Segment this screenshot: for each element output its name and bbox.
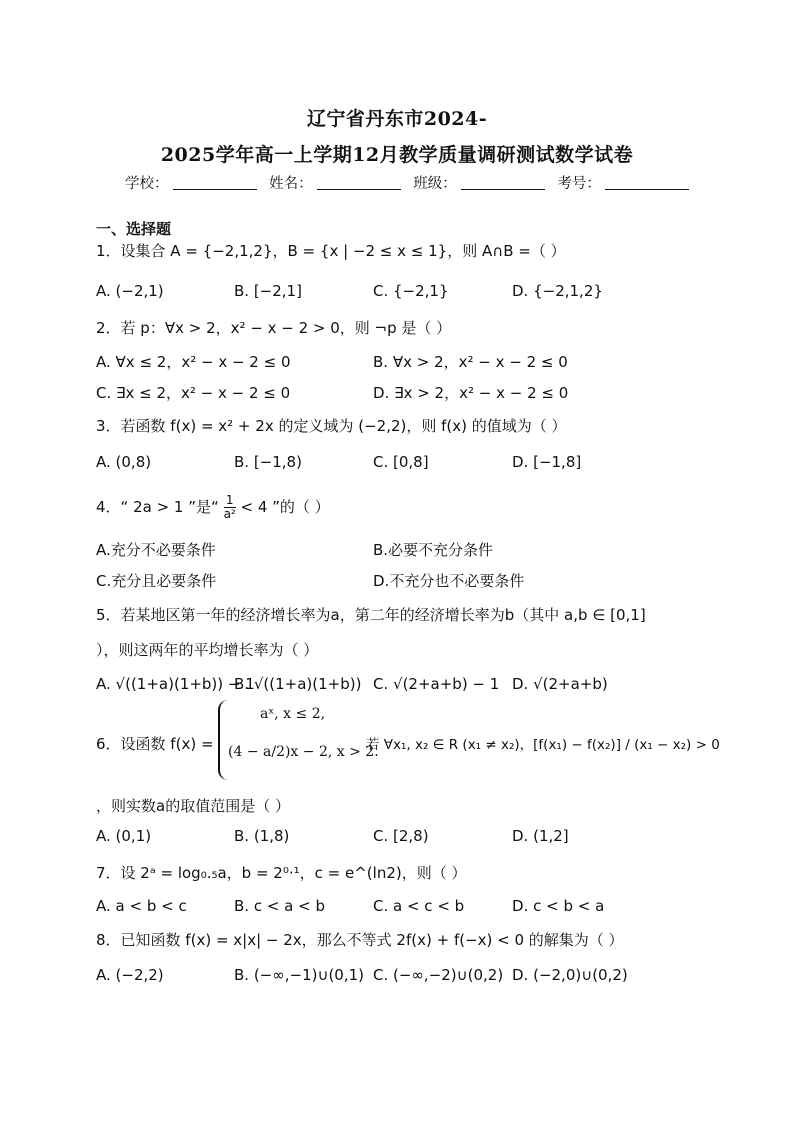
q5-option-d[interactable]: D. √(2+a+b): [512, 675, 608, 693]
q4-option-d[interactable]: D.不充分也不必要条件: [373, 572, 525, 590]
q2-option-a[interactable]: A. ∀x ≤ 2，x² − x − 2 ≤ 0: [96, 353, 291, 371]
q8-option-a[interactable]: A. (−2,2): [96, 966, 164, 984]
q2-option-c[interactable]: C. ∃x ≤ 2，x² − x − 2 ≤ 0: [96, 384, 291, 402]
student-info-row: [125, 172, 697, 193]
school-blank[interactable]: [173, 175, 257, 190]
school-label: 学校：: [125, 176, 169, 192]
class-blank[interactable]: [461, 175, 545, 190]
q7-option-b[interactable]: B. c < a < b: [234, 897, 325, 915]
q4-frac-num: 1: [224, 494, 236, 508]
exam-title-line2: 2025学年高一上学期12月教学质量调研测试数学试卷: [160, 144, 634, 166]
piecewise-case-2: (4 − a/2)x − 2, x > 2.: [228, 744, 379, 760]
id-blank[interactable]: [605, 175, 689, 190]
q6-option-a[interactable]: A. (0,1): [96, 827, 152, 845]
question-1-stem: 1．设集合 A = {−2,1,2}，B = {x | −2 ≤ x ≤ 1}，则 A∩B =（ ）: [96, 242, 566, 260]
q6-option-b[interactable]: B. (1,8): [234, 827, 290, 845]
q3-option-b[interactable]: B. [−1,8): [234, 453, 302, 471]
q2-option-d[interactable]: D. ∃x > 2，x² − x − 2 ≤ 0: [373, 384, 569, 402]
name-label: 姓名：: [269, 176, 313, 192]
q4-stem-suffix: < 4 ”的（ ）: [240, 498, 330, 516]
q5-option-a[interactable]: A. √((1+a)(1+b)) − 1: [96, 675, 255, 693]
q5-option-b[interactable]: B. √((1+a)(1+b)): [234, 675, 362, 693]
class-label: 班级：: [413, 176, 457, 192]
question-5-stem-cont: ），则这两年的平均增长率为（ ）: [96, 641, 319, 659]
q4-stem-prefix: 4．“ 2a > 1 ”是“: [96, 498, 219, 516]
q3-option-c[interactable]: C. [0,8]: [373, 453, 429, 471]
q4-option-b[interactable]: B.必要不充分条件: [373, 541, 494, 559]
question-6-stem-cont: ，则实数a的取值范围是（ ）: [96, 797, 290, 815]
q7-option-a[interactable]: A. a < b < c: [96, 897, 187, 915]
exam-title-line1: 辽宁省丹东市2024-: [306, 108, 488, 130]
q4-fraction: [224, 494, 236, 521]
q7-option-c[interactable]: C. a < c < b: [373, 897, 465, 915]
q6-option-c[interactable]: C. [2,8): [373, 827, 429, 845]
q6-option-d[interactable]: D. (1,2]: [512, 827, 569, 845]
q3-option-d[interactable]: D. [−1,8]: [512, 453, 582, 471]
q4-option-c[interactable]: C.充分且必要条件: [96, 572, 217, 590]
piecewise-case-1: aˣ, x ≤ 2,: [260, 706, 326, 722]
question-8-stem: 8．已知函数 f(x) = x|x| − 2x，那么不等式 2f(x) + f(−x) < 0 的解集为（ ）: [96, 931, 624, 949]
question-6-condition: 若 ∀x₁, x₂ ∈ R (x₁ ≠ x₂)，[f(x₁) − f(x₂)] / (x₁ − x₂) > 0: [366, 737, 720, 753]
q4-frac-den: a²: [223, 507, 236, 521]
name-blank[interactable]: [317, 175, 401, 190]
question-6-stem-prefix: 6．设函数 f(x) =: [96, 735, 214, 753]
q1-option-c[interactable]: C. {−2,1}: [373, 282, 449, 300]
q4-option-a[interactable]: A.充分不必要条件: [96, 541, 216, 559]
section-title: 一、选择题: [96, 220, 172, 238]
q3-option-a[interactable]: A. (0,8): [96, 453, 152, 471]
question-4-stem: [96, 494, 330, 521]
q2-option-b[interactable]: B. ∀x > 2，x² − x − 2 ≤ 0: [373, 353, 568, 371]
question-2-stem: 2．若 p：∀x > 2，x² − x − 2 > 0，则 ¬p 是（ ）: [96, 319, 452, 337]
q1-option-a[interactable]: A. (−2,1): [96, 282, 164, 300]
q1-option-b[interactable]: B. [−2,1]: [234, 282, 302, 300]
q7-option-d[interactable]: D. c < b < a: [512, 897, 605, 915]
question-5-stem: 5．若某地区第一年的经济增长率为a，第二年的经济增长率为b（其中 a,b ∈ [0,1]: [96, 606, 646, 624]
question-3-stem: 3．若函数 f(x) = x² + 2x 的定义域为 (−2,2)，则 f(x) 的值域为（ ）: [96, 417, 567, 435]
q8-option-d[interactable]: D. (−2,0)∪(0,2): [512, 966, 628, 984]
q1-option-d[interactable]: D. {−2,1,2}: [512, 282, 603, 300]
q5-option-c[interactable]: C. √(2+a+b) − 1: [373, 675, 500, 693]
q8-option-c[interactable]: C. (−∞,−2)∪(0,2): [373, 966, 504, 984]
id-label: 考号：: [557, 176, 601, 192]
q8-option-b[interactable]: B. (−∞,−1)∪(0,1): [234, 966, 365, 984]
question-7-stem: 7．设 2ᵃ = log₀.₅a，b = 2⁰·¹，c = e^(ln2)，则（ ）: [96, 864, 467, 882]
